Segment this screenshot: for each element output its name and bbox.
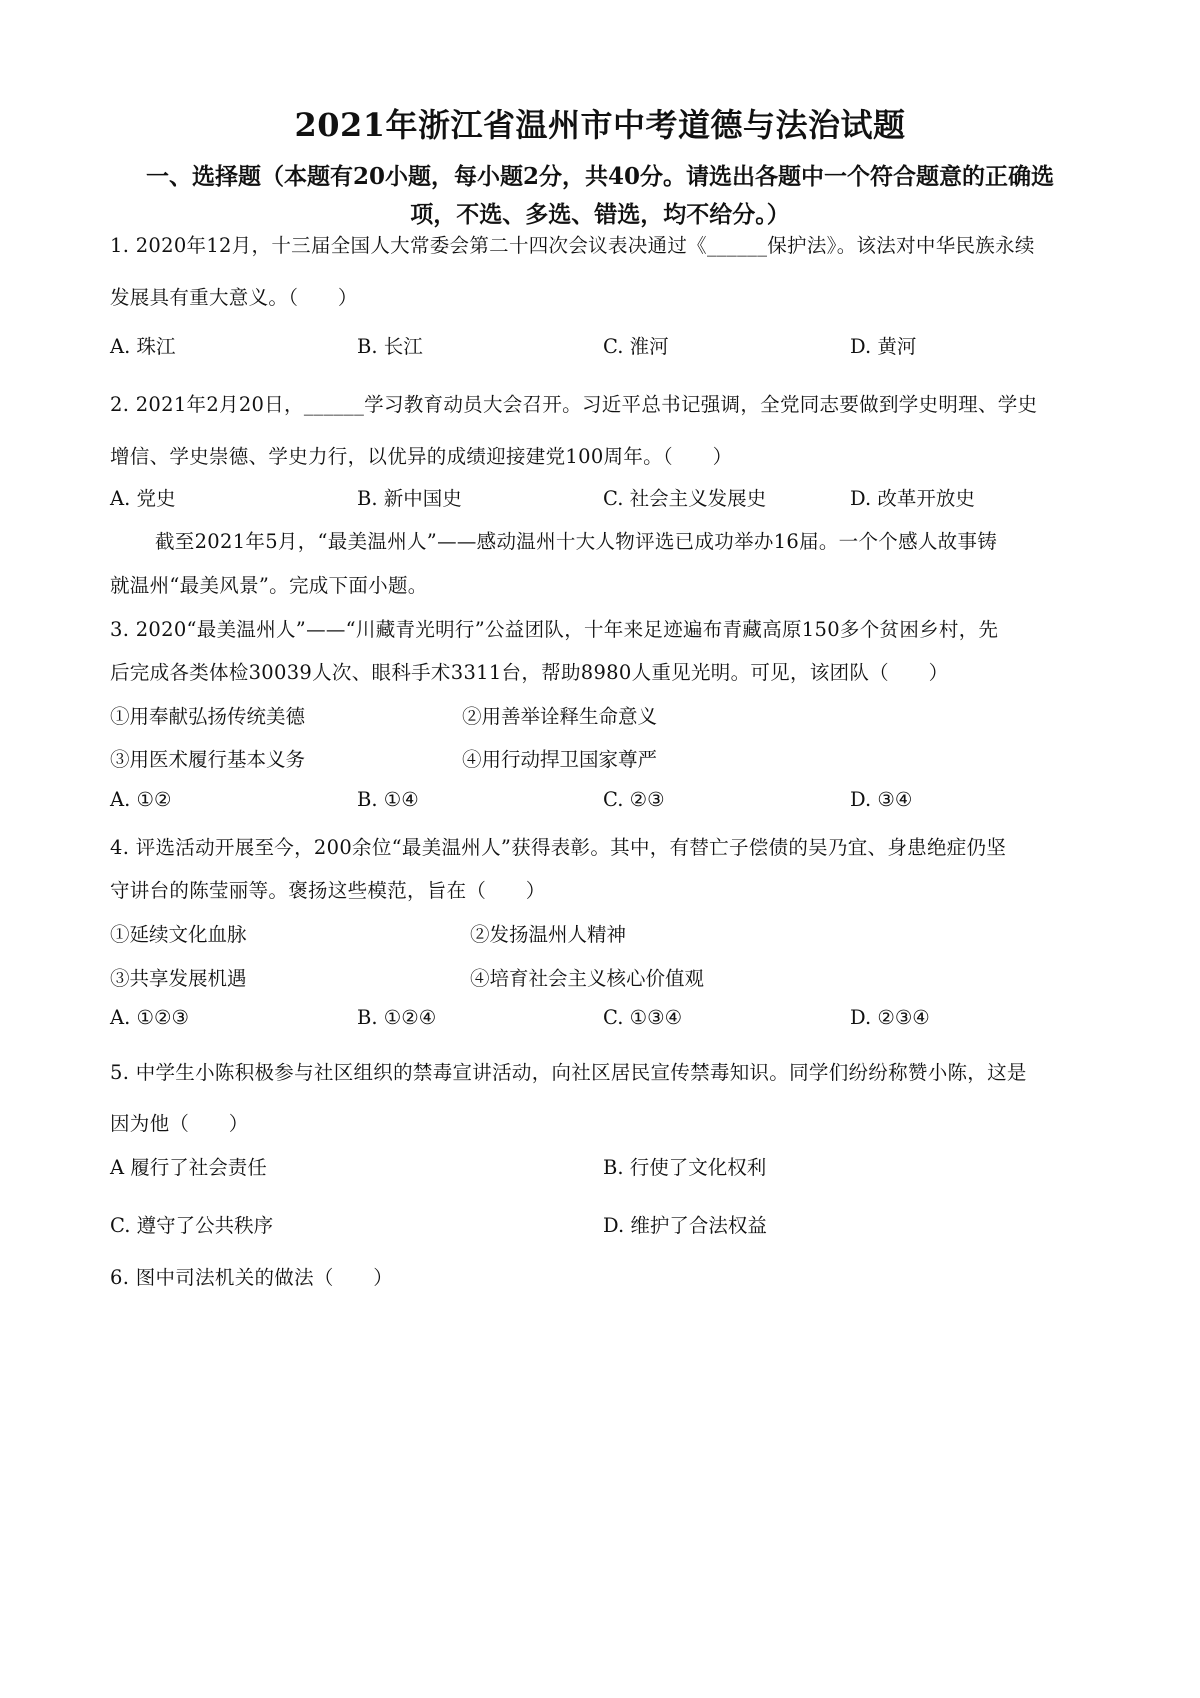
question-2-option-c: C. 社会主义发展史 (603, 487, 767, 510)
question-3-option-b: B. ①④ (357, 788, 419, 811)
question-2-option-b: B. 新中国史 (357, 487, 462, 510)
material-line-1: 截至2021年5月，“最美温州人”——感动温州十大人物评选已成功举办16届。一个个感人故事铸 (155, 530, 998, 553)
question-1-option-c: C. 淮河 (603, 335, 669, 358)
question-5-line-1: 5. 中学生小陈积极参与社区组织的禁毒宣讲活动，向社区居民宣传禁毒知识。同学们纷纷称赞小陈，这是 (110, 1061, 1027, 1084)
question-1-line-1: 1. 2020年12月，十三届全国人大常委会第二十四次会议表决通过《______保护法》。该法对中华民族永续 (110, 234, 1035, 257)
question-1-option-a: A. 珠江 (110, 335, 176, 358)
question-4-statement-2: ②发扬温州人精神 (470, 923, 627, 946)
question-5-option-b: B. 行使了文化权利 (603, 1156, 767, 1179)
question-5-option-c: C. 遵守了公共秩序 (110, 1214, 274, 1237)
question-4-option-d: D. ②③④ (850, 1006, 930, 1029)
question-1-line-2: 发展具有重大意义。（ ） (110, 286, 358, 309)
question-4-line-2: 守讲台的陈莹丽等。褒扬这些模范，旨在（ ） (110, 879, 546, 902)
question-3-statement-1: ①用奉献弘扬传统美德 (110, 705, 306, 728)
material-line-2: 就温州“最美风景”。完成下面小题。 (110, 574, 428, 597)
question-2-option-d: D. 改革开放史 (850, 487, 975, 510)
question-1-option-b: B. 长江 (357, 335, 423, 358)
question-4-statement-1: ①延续文化血脉 (110, 923, 247, 946)
question-4-option-c: C. ①③④ (603, 1006, 683, 1029)
section-heading-line-2: 项，不选、多选、错选，均不给分。） (410, 201, 790, 228)
question-4-line-1: 4. 评选活动开展至今，200余位“最美温州人”获得表彰。其中，有替亡子偿债的吴乃宜、身患绝症仍坚 (110, 836, 1007, 859)
question-3-option-a: A. ①② (110, 788, 172, 811)
question-5-option-d: D. 维护了合法权益 (603, 1214, 767, 1237)
question-3-statement-2: ②用善举诠释生命意义 (462, 705, 658, 728)
question-3-line-1: 3. 2020“最美温州人”——“川藏青光明行”公益团队，十年来足迹遍布青藏高原150多个贫困乡村，先 (110, 618, 999, 641)
question-5-option-a: A 履行了社会责任 (110, 1156, 267, 1179)
question-4-statement-4: ④培育社会主义核心价值观 (470, 967, 705, 990)
question-3-statement-4: ④用行动捍卫国家尊严 (462, 748, 658, 771)
question-1-option-d: D. 黄河 (850, 335, 917, 358)
question-4-statement-3: ③共享发展机遇 (110, 967, 247, 990)
question-5-line-2: 因为他（ ） (110, 1112, 249, 1135)
question-2-option-a: A. 党史 (110, 487, 176, 510)
question-3-option-d: D. ③④ (850, 788, 913, 811)
question-2-line-2: 增信、学史崇德、学史力行，以优异的成绩迎接建党100周年。（ ） (110, 445, 733, 468)
question-6-line-1: 6. 图中司法机关的做法（ ） (110, 1266, 394, 1289)
question-3-option-c: C. ②③ (603, 788, 665, 811)
question-3-statement-3: ③用医术履行基本义务 (110, 748, 306, 771)
question-2-line-1: 2. 2021年2月20日，______学习教育动员大会召开。习近平总书记强调，全党同志要做到学史明理、学史 (110, 393, 1038, 416)
question-4-option-b: B. ①②④ (357, 1006, 437, 1029)
question-4-option-a: A. ①②③ (110, 1006, 189, 1029)
question-3-line-2: 后完成各类体检30039人次、眼科手术3311台，帮助8980人重见光明。可见，该团队（ ） (110, 661, 949, 684)
page-title: 2021年浙江省温州市中考道德与法治试题 (294, 106, 906, 144)
section-heading-line-1: 一、选择题（本题有20小题，每小题2分，共40分。请选出各题中一个符合题意的正确选 (145, 163, 1055, 190)
